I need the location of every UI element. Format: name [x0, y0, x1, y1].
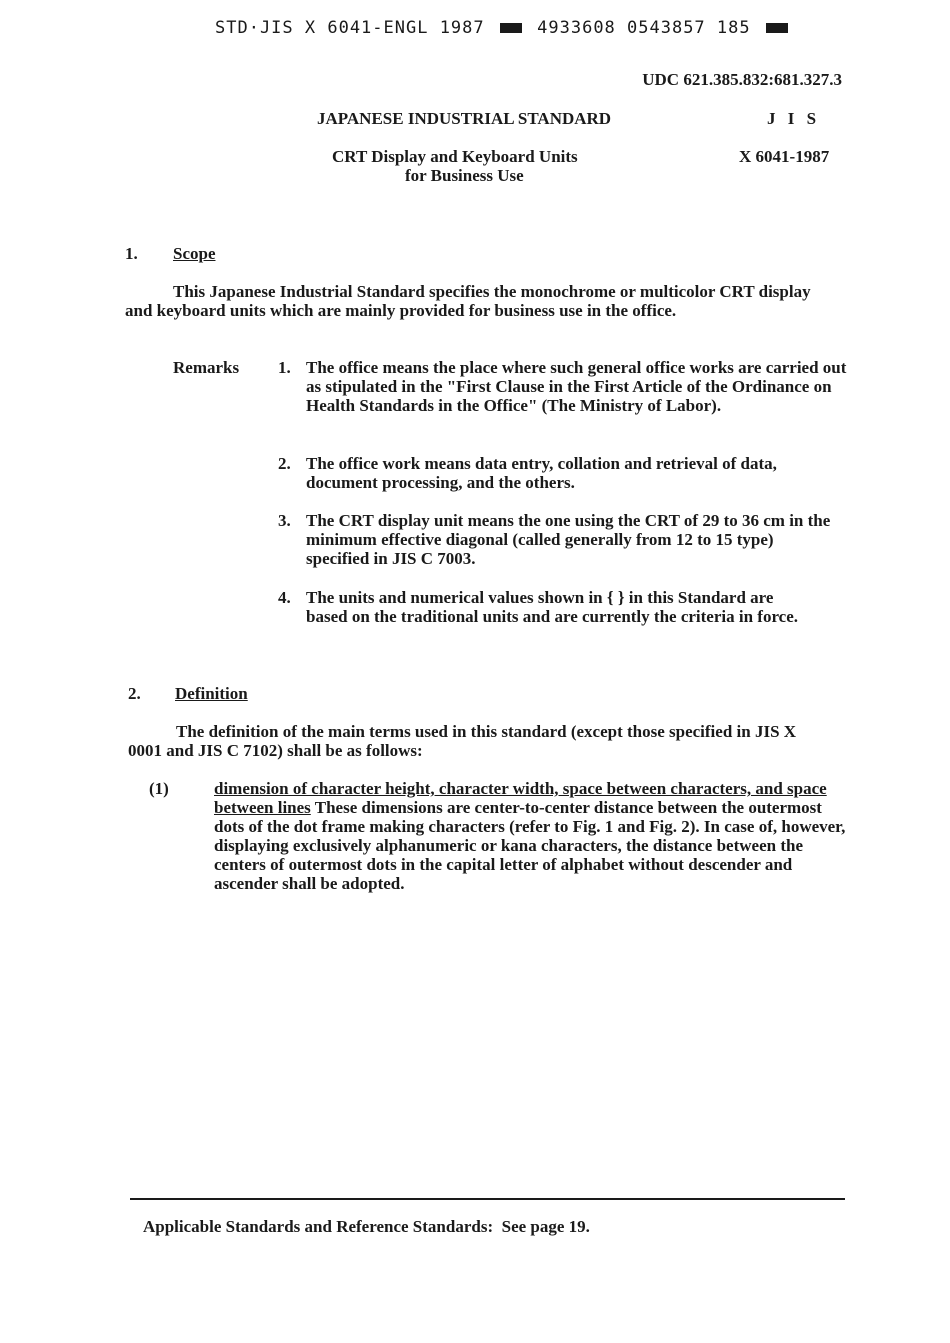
remark-number: 3.	[278, 511, 291, 530]
section1-number: 1.	[125, 244, 138, 263]
section1-title: Scope	[173, 244, 216, 263]
remark-text: The units and numerical values shown in { } in this Standard are based on the traditional units and are currently the criteria in force.	[306, 588, 799, 626]
remark-number: 1.	[278, 358, 291, 377]
section2-body: The definition of the main terms used in this standard (except those specified in JIS X 0001 and JIS C 7102) shall be as follows:	[128, 722, 797, 760]
control-code-left: STD·JIS X 6041-ENGL 1987	[215, 18, 485, 38]
definition-text: These dimensions are center-to-center distance between the outermost dots of the dot frame making characters (refer to Fig. 1 and Fig. 2). In case of, however, displaying exclusively alphanumeric or kana characters, the distance between the centers of outermost dots in the capital letter of alphabet without descender and ascender shall be adopted.	[214, 798, 846, 893]
definition-term: dimension of character height, character width, space between characters, and space between lines	[214, 779, 827, 817]
jis-number: X 6041-1987	[739, 147, 830, 166]
section2-number: 2.	[128, 684, 141, 703]
remarks-label: Remarks	[173, 358, 240, 377]
section2-title: Definition	[175, 684, 248, 703]
footer-divider	[130, 1198, 845, 1200]
remark-text: The office means the place where such general office works are carried out as stipulated in the "First Clause in the First Article of the Ordinance on Health Standards in the Office" (The Ministry of Labor).	[306, 358, 847, 415]
document-control-code	[215, 18, 792, 38]
footer-reference: Applicable Standards and Reference Standards: See page 19.	[143, 1217, 590, 1236]
definition-item	[214, 779, 854, 893]
remark-text: The office work means data entry, collation and retrieval of data, document processing, and the others.	[306, 454, 777, 492]
control-code-mid: 4933608 0543857 185	[537, 18, 751, 38]
jis-mark: J I S	[767, 109, 821, 128]
document-title-line2: for Business Use	[405, 166, 524, 185]
redaction-block	[500, 23, 522, 33]
definition-item-number: (1)	[149, 779, 169, 798]
remark-text: The CRT display unit means the one using the CRT of 29 to 36 cm in the minimum effective diagonal (called generally from 12 to 15 type) specified in JIS C 7003.	[306, 511, 831, 568]
standard-name: JAPANESE INDUSTRIAL STANDARD	[317, 109, 612, 128]
udc-number: UDC 621.385.832:681.327.3	[642, 70, 842, 89]
section1-body: This Japanese Industrial Standard specifies the monochrome or multicolor CRT display and keyboard units which are mainly provided for business use in the office.	[125, 282, 811, 320]
redaction-block	[766, 23, 788, 33]
remark-number: 2.	[278, 454, 291, 473]
document-title-line1: CRT Display and Keyboard Units	[332, 147, 578, 166]
remark-number: 4.	[278, 588, 291, 607]
